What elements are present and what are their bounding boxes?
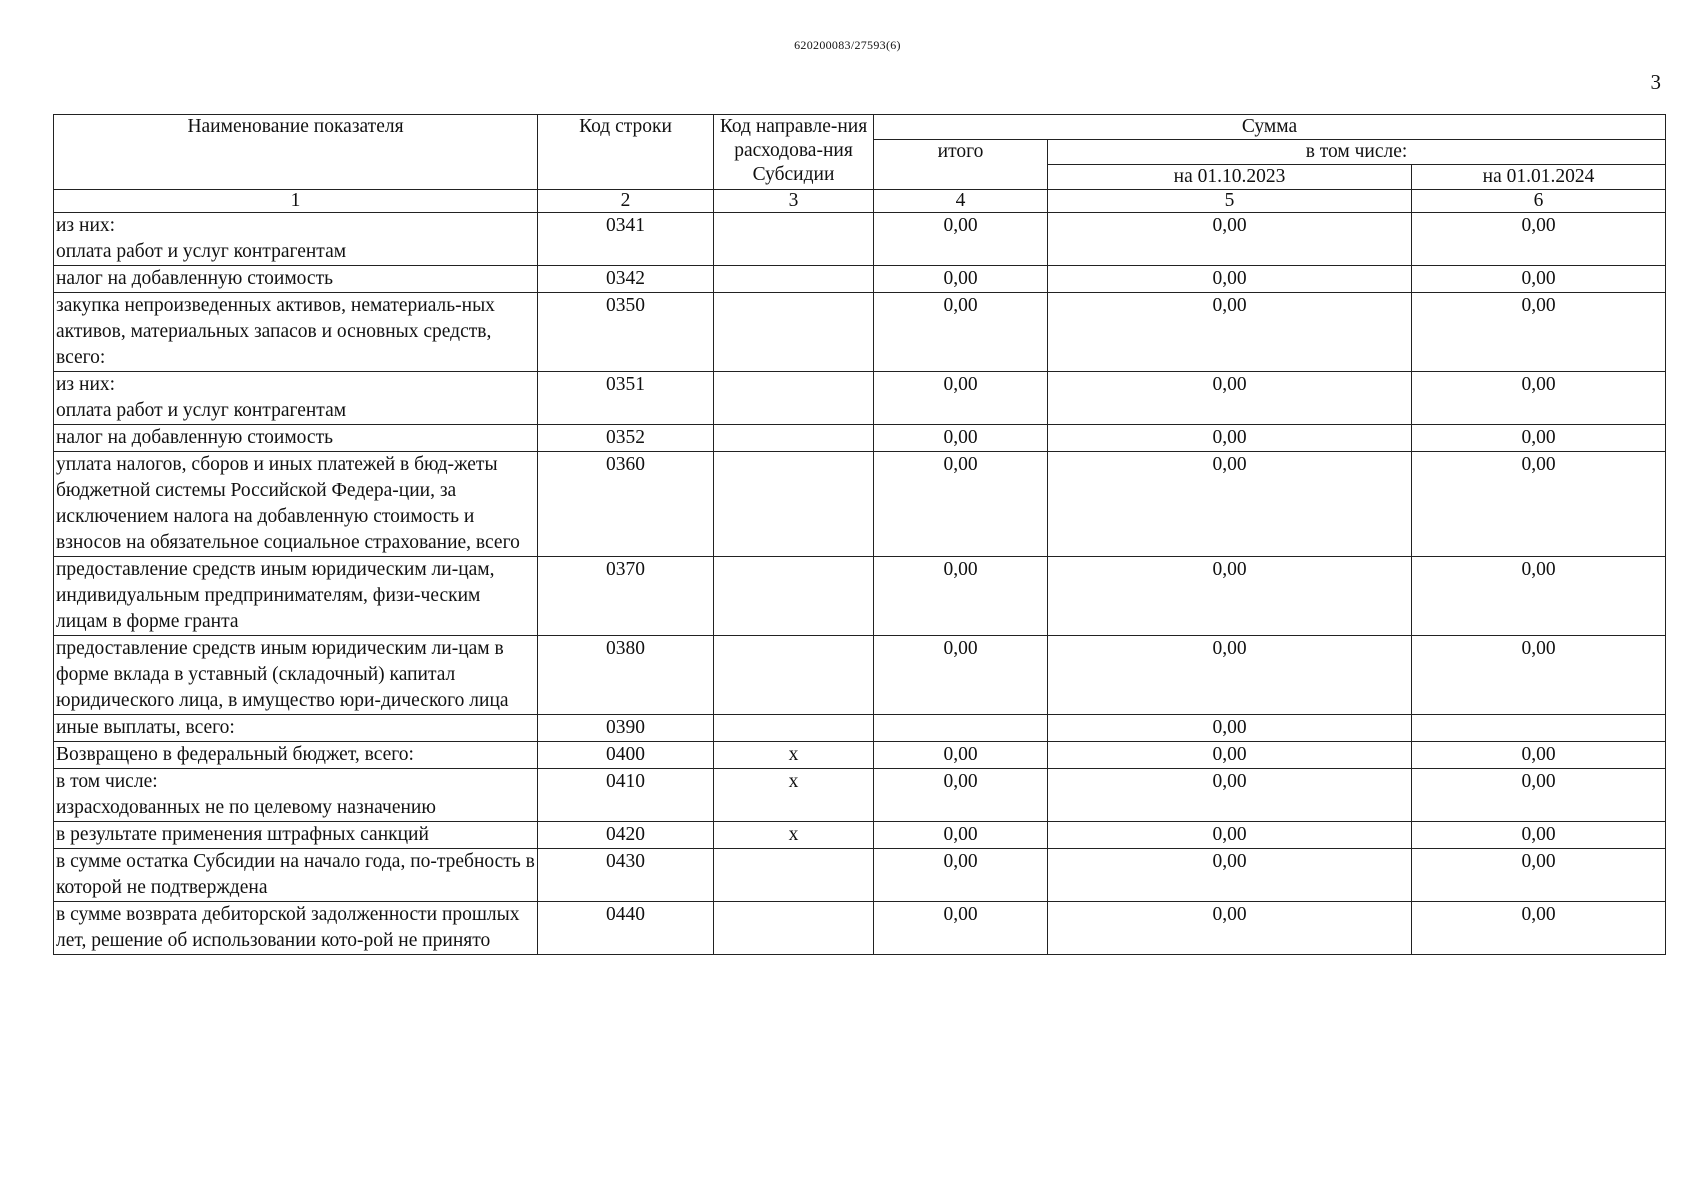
row-amount-date-1: 0,00: [1048, 742, 1412, 769]
column-numbers-row: [54, 190, 1666, 213]
header-name: Наименование показателя: [54, 115, 538, 190]
header-sum: Сумма: [874, 115, 1666, 140]
row-name: уплата налогов, сборов и иных платежей в бюд-жеты бюджетной системы Российской Федера-ции, за исключением налога на добавленную стоимость и взносов на обязательное социальное страхование, всего: [54, 452, 538, 557]
table-row: [54, 715, 1666, 742]
row-name: из них: оплата работ и услуг контрагентам: [54, 372, 538, 425]
row-direction-code: [714, 452, 874, 557]
row-name: в том числе: израсходованных не по целевому назначению: [54, 769, 538, 822]
row-amount-date-1: 0,00: [1048, 715, 1412, 742]
row-code: 0430: [538, 849, 714, 902]
row-name: Возвращено в федеральный бюджет, всего:: [54, 742, 538, 769]
row-total: 0,00: [874, 902, 1048, 955]
row-amount-date-1: 0,00: [1048, 822, 1412, 849]
column-number: 6: [1412, 190, 1666, 213]
table-row: [54, 902, 1666, 955]
row-amount-date-2: 0,00: [1412, 293, 1666, 372]
header-code: Код строки: [538, 115, 714, 190]
header-including: в том числе:: [1048, 140, 1666, 165]
page-number: 3: [1650, 70, 1661, 94]
table-row: [54, 372, 1666, 425]
row-total: 0,00: [874, 372, 1048, 425]
table-header: [54, 115, 1666, 213]
row-total: 0,00: [874, 636, 1048, 715]
row-name: предоставление средств иным юридическим ли-цам в форме вклада в уставный (складочный) капитал юридического лица, в имущество юри-дического лица: [54, 636, 538, 715]
row-amount-date-2: 0,00: [1412, 742, 1666, 769]
table-row: [54, 769, 1666, 822]
row-amount-date-1: 0,00: [1048, 452, 1412, 557]
row-amount-date-2: 0,00: [1412, 425, 1666, 452]
row-name: налог на добавленную стоимость: [54, 425, 538, 452]
row-direction-code: [714, 266, 874, 293]
row-amount-date-1: 0,00: [1048, 213, 1412, 266]
table-row: [54, 742, 1666, 769]
row-amount-date-1: 0,00: [1048, 293, 1412, 372]
row-amount-date-2: 0,00: [1412, 266, 1666, 293]
row-total: 0,00: [874, 213, 1048, 266]
table-row: [54, 452, 1666, 557]
header-date-1: на 01.10.2023: [1048, 165, 1412, 190]
row-total: 0,00: [874, 425, 1048, 452]
row-amount-date-1: 0,00: [1048, 372, 1412, 425]
table-row: [54, 636, 1666, 715]
row-name: в сумме возврата дебиторской задолженности прошлых лет, решение об использовании кото-рой не принято: [54, 902, 538, 955]
row-code: 0342: [538, 266, 714, 293]
table-row: [54, 293, 1666, 372]
column-number: 5: [1048, 190, 1412, 213]
row-amount-date-2: 0,00: [1412, 636, 1666, 715]
column-number: 3: [714, 190, 874, 213]
row-amount-date-1: 0,00: [1048, 557, 1412, 636]
row-total: 0,00: [874, 849, 1048, 902]
row-amount-date-2: 0,00: [1412, 822, 1666, 849]
row-direction-code: [714, 372, 874, 425]
header-total: итого: [874, 140, 1048, 190]
row-direction-code: [714, 902, 874, 955]
row-code: 0370: [538, 557, 714, 636]
row-code: 0380: [538, 636, 714, 715]
row-total: 0,00: [874, 557, 1048, 636]
table-row: [54, 849, 1666, 902]
row-code: 0341: [538, 213, 714, 266]
row-name: в результате применения штрафных санкций: [54, 822, 538, 849]
row-amount-date-1: 0,00: [1048, 902, 1412, 955]
row-direction-code: [714, 557, 874, 636]
row-name: в сумме остатка Субсидии на начало года, по-требность в которой не подтверждена: [54, 849, 538, 902]
row-code: 0351: [538, 372, 714, 425]
row-amount-date-2: [1412, 715, 1666, 742]
row-code: 0420: [538, 822, 714, 849]
row-direction-code: x: [714, 822, 874, 849]
column-number: 1: [54, 190, 538, 213]
row-amount-date-1: 0,00: [1048, 266, 1412, 293]
row-direction-code: [714, 213, 874, 266]
row-direction-code: [714, 849, 874, 902]
row-name: из них: оплата работ и услуг контрагентам: [54, 213, 538, 266]
row-direction-code: [714, 293, 874, 372]
report-table: [53, 114, 1666, 955]
row-direction-code: [714, 425, 874, 452]
row-code: 0410: [538, 769, 714, 822]
row-total: 0,00: [874, 822, 1048, 849]
row-code: 0440: [538, 902, 714, 955]
row-total: [874, 715, 1048, 742]
column-number: 4: [874, 190, 1048, 213]
row-direction-code: x: [714, 742, 874, 769]
row-amount-date-2: 0,00: [1412, 849, 1666, 902]
row-name: предоставление средств иным юридическим ли-цам, индивидуальным предпринимателям, физи-ческим лицам в форме гранта: [54, 557, 538, 636]
table-row: [54, 425, 1666, 452]
row-total: 0,00: [874, 266, 1048, 293]
row-direction-code: [714, 715, 874, 742]
document-id: 620200083/27593(6): [794, 38, 901, 52]
row-total: 0,00: [874, 769, 1048, 822]
row-code: 0400: [538, 742, 714, 769]
row-amount-date-2: 0,00: [1412, 557, 1666, 636]
row-code: 0352: [538, 425, 714, 452]
row-code: 0350: [538, 293, 714, 372]
row-amount-date-2: 0,00: [1412, 902, 1666, 955]
row-name: закупка непроизведенных активов, нематериаль-ных активов, материальных запасов и основных средств, всего:: [54, 293, 538, 372]
row-code: 0390: [538, 715, 714, 742]
row-total: 0,00: [874, 293, 1048, 372]
row-amount-date-2: 0,00: [1412, 452, 1666, 557]
header-date-2: на 01.01.2024: [1412, 165, 1666, 190]
row-amount-date-1: 0,00: [1048, 425, 1412, 452]
row-code: 0360: [538, 452, 714, 557]
column-number: 2: [538, 190, 714, 213]
row-direction-code: [714, 636, 874, 715]
table-row: [54, 213, 1666, 266]
header-direction: Код направле-ния расходова-ния Субсидии: [714, 115, 874, 190]
row-amount-date-1: 0,00: [1048, 769, 1412, 822]
row-amount-date-2: 0,00: [1412, 372, 1666, 425]
row-amount-date-2: 0,00: [1412, 213, 1666, 266]
row-name: налог на добавленную стоимость: [54, 266, 538, 293]
row-amount-date-1: 0,00: [1048, 849, 1412, 902]
row-amount-date-1: 0,00: [1048, 636, 1412, 715]
table-row: [54, 822, 1666, 849]
row-direction-code: x: [714, 769, 874, 822]
table-row: [54, 266, 1666, 293]
row-name: иные выплаты, всего:: [54, 715, 538, 742]
table-body: [54, 213, 1666, 955]
row-total: 0,00: [874, 742, 1048, 769]
table-row: [54, 557, 1666, 636]
row-total: 0,00: [874, 452, 1048, 557]
row-amount-date-2: 0,00: [1412, 769, 1666, 822]
